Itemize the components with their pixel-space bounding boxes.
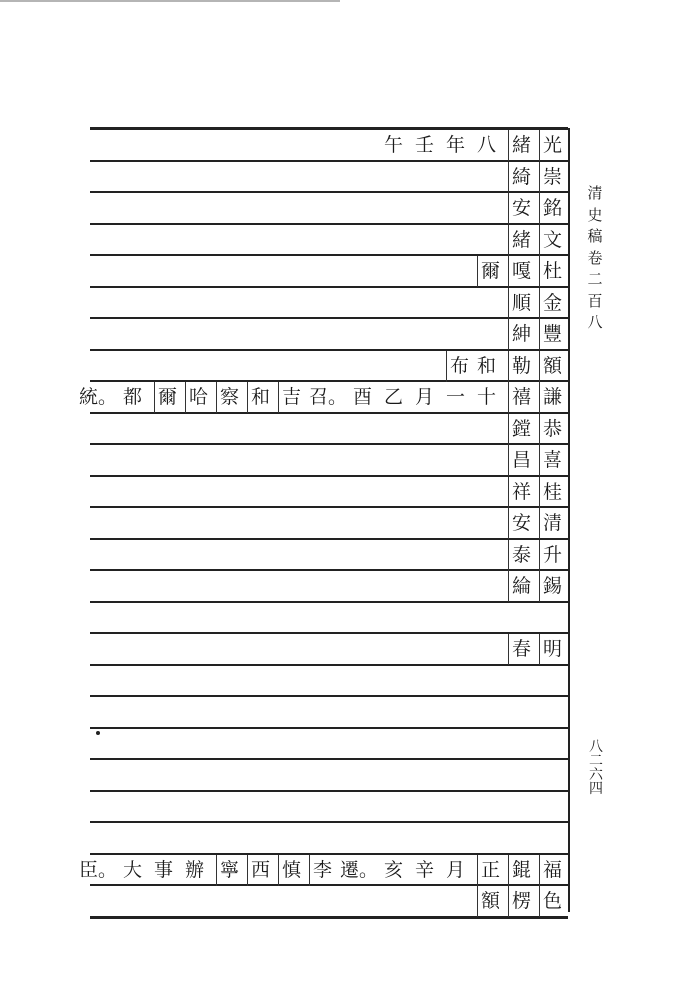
table-row xyxy=(90,634,566,665)
name-cell: 安 xyxy=(508,193,531,224)
name-cell: 祥 xyxy=(508,477,531,508)
char: 二 xyxy=(589,753,603,769)
name-cell: 綺 xyxy=(508,162,531,193)
name-cell: 光 xyxy=(539,130,562,161)
text-cell: 大 xyxy=(123,858,143,881)
top-edge-line xyxy=(0,0,340,2)
char: 稿 xyxy=(587,227,603,245)
right-frame-line xyxy=(568,128,570,912)
text-cell: 辦 xyxy=(185,858,205,881)
name-cell: 楞 xyxy=(508,886,531,917)
text-cell: 年 xyxy=(446,134,466,156)
name-cell: 禧 xyxy=(508,382,531,413)
table-row xyxy=(90,792,566,823)
text-cell: 事 xyxy=(154,858,174,881)
name-cell: 安 xyxy=(508,508,531,539)
text-cell: 辛 xyxy=(415,858,435,881)
table-row xyxy=(90,130,566,161)
text-cell: 臣。 xyxy=(79,858,118,881)
table-row xyxy=(90,225,566,256)
name-cell: 寧 xyxy=(216,855,239,886)
name-cell: 泰 xyxy=(508,540,531,571)
ink-dot xyxy=(96,731,100,735)
name-cell: 慎 xyxy=(278,855,301,886)
name-cell: 勒 xyxy=(508,351,531,382)
table-row xyxy=(90,571,566,602)
text-cell: 都 xyxy=(123,386,143,408)
table-row xyxy=(90,162,566,193)
text-cell: 十 xyxy=(477,386,497,408)
name-cell: 李 xyxy=(309,855,332,886)
name-cell: 額 xyxy=(477,886,500,917)
char: 卷 xyxy=(587,248,603,267)
text-cell: 亥 xyxy=(384,858,404,881)
name-cell: 清 xyxy=(539,508,562,539)
name-cell: 西 xyxy=(247,855,270,886)
name-cell: 察 xyxy=(216,382,239,413)
name-cell: 春 xyxy=(508,634,531,665)
name-cell: 升 xyxy=(539,540,562,571)
name-cell: 哈 xyxy=(185,382,208,413)
table-row xyxy=(90,508,566,539)
name-cell: 銘 xyxy=(539,193,562,224)
name-cell: 恭 xyxy=(539,414,562,445)
table-row xyxy=(90,445,566,476)
name-cell: 錕 xyxy=(508,855,531,886)
table-row xyxy=(90,319,566,350)
table-row xyxy=(79,382,566,413)
table-row xyxy=(90,603,566,634)
table-row xyxy=(79,855,566,886)
char: 二 xyxy=(587,270,603,288)
name-cell: 文 xyxy=(539,225,562,256)
table-row xyxy=(90,886,566,917)
name-cell: 緒 xyxy=(508,130,531,161)
name-cell: 豐 xyxy=(539,319,562,350)
name-cell: 爾 xyxy=(477,256,500,287)
name-cell: 額 xyxy=(539,351,562,382)
name-cell: 崇 xyxy=(539,162,562,193)
table-row xyxy=(90,193,566,224)
name-cell: 爾 xyxy=(154,382,177,413)
table-row xyxy=(90,697,566,728)
char: 八 xyxy=(587,313,603,331)
table-row xyxy=(90,256,566,287)
text-cell: 午 xyxy=(384,134,404,156)
text-cell: 酉 xyxy=(353,386,373,408)
name-cell: 綸 xyxy=(508,571,531,602)
name-cell: 謙 xyxy=(539,382,562,413)
table-row xyxy=(90,729,566,760)
text-cell: 八 xyxy=(477,134,497,156)
char: 六 xyxy=(589,767,603,783)
name-cell: 鏜 xyxy=(508,414,531,445)
text-cell: 月 xyxy=(446,858,466,881)
name-cell: 順 xyxy=(508,288,531,319)
text-cell: 壬 xyxy=(415,134,435,156)
side-title xyxy=(584,183,606,334)
text-cell: 遷。 xyxy=(340,858,379,881)
char: 四 xyxy=(589,781,603,797)
name-cell: 吉 xyxy=(278,382,301,413)
char: 清 xyxy=(587,184,603,202)
text-cell: 和 xyxy=(477,354,497,377)
name-cell: 福 xyxy=(539,855,562,886)
table-row xyxy=(90,288,566,319)
char: 百 xyxy=(587,291,603,310)
name-cell: 明 xyxy=(539,634,562,665)
name-cell: 紳 xyxy=(508,319,531,350)
name-cell: 昌 xyxy=(508,445,531,476)
table-row xyxy=(90,760,566,791)
name-cell: 緒 xyxy=(508,225,531,256)
name-cell: 金 xyxy=(539,288,562,319)
name-cell: 正 xyxy=(477,855,500,886)
name-cell: 桂 xyxy=(539,477,562,508)
name-cell: 錫 xyxy=(539,571,562,602)
char: 史 xyxy=(587,205,603,224)
text-cell: 統。 xyxy=(79,386,118,408)
char: 八 xyxy=(589,739,603,755)
table-row xyxy=(90,351,566,382)
table-row xyxy=(90,414,566,445)
page-number xyxy=(585,740,607,796)
text-cell: 召。 xyxy=(309,386,348,408)
table-row xyxy=(90,666,566,697)
name-cell: 色 xyxy=(539,886,562,917)
text-cell: 乙 xyxy=(384,386,404,408)
name-cell: 杜 xyxy=(539,256,562,287)
name-cell: 布 xyxy=(446,351,469,382)
text-cell: 月 xyxy=(415,386,435,408)
table-row xyxy=(90,823,566,854)
name-cell: 喜 xyxy=(539,445,562,476)
name-cell: 和 xyxy=(247,382,270,413)
table-row xyxy=(90,540,566,571)
table-row xyxy=(90,477,566,508)
name-cell: 嘎 xyxy=(508,256,531,287)
text-cell: 一 xyxy=(446,386,466,408)
